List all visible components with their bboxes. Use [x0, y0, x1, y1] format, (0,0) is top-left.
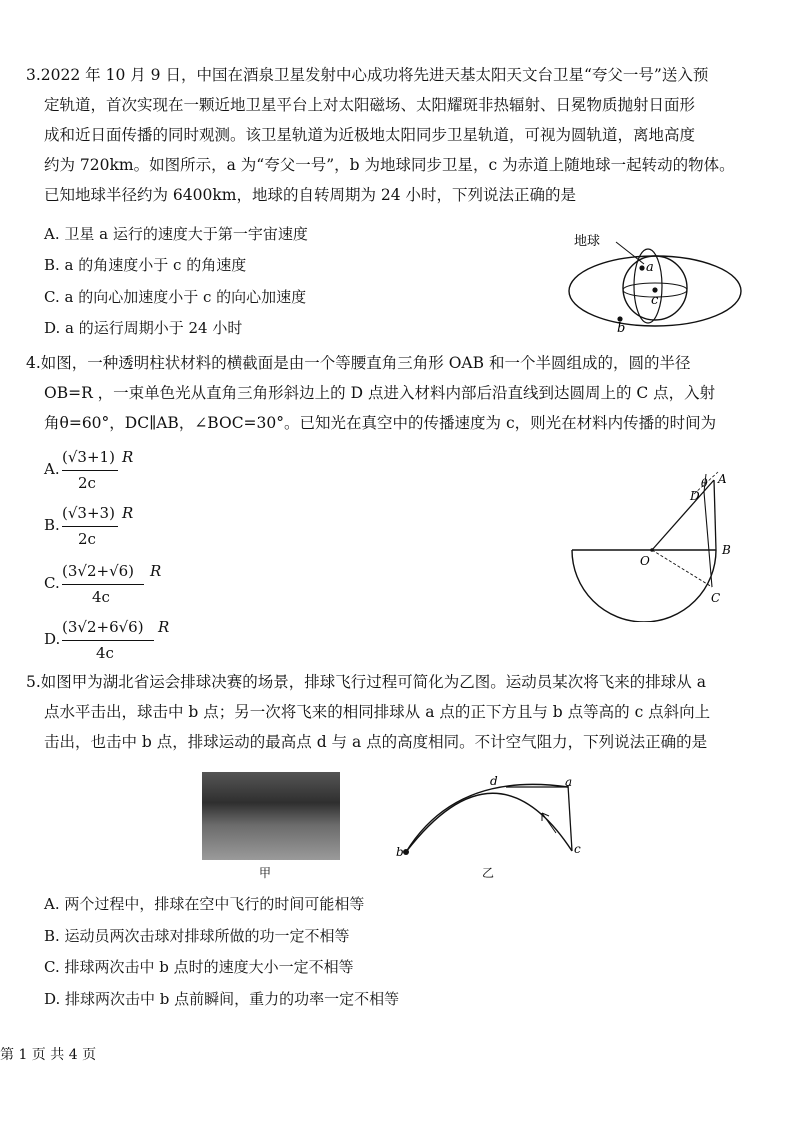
point-o-dot [650, 548, 654, 552]
vertical-line-ac [568, 785, 572, 851]
option-a[interactable]: A. 两个过程中，排球在空中飞行的时间可能相等 [44, 895, 365, 913]
question-3 [26, 60, 766, 210]
point-b-dot [403, 849, 409, 855]
question-stem: 2022 年 10 月 9 日，中国在酒泉卫星发射中心成功将先进天基太阳天文台卫星“夸父一号”送入预 [40, 66, 709, 84]
question-number: 3. [26, 66, 41, 84]
question-stem: 定轨道，首次实现在一颗近地卫星平台上对太阳磁场、太阳耀斑非热辐射、日冕物质抛射日面形 [44, 96, 696, 114]
option-c[interactable]: C. a 的向心加速度小于 c 的向心加速度 [44, 288, 307, 306]
label-c: c [651, 293, 659, 308]
light-ray-dc [704, 492, 712, 587]
question-stem: 已知地球半径约为 6400km，地球的自转周期为 24 小时，下列说法正确的是 [44, 186, 577, 204]
label-o: O [640, 554, 650, 568]
question-5 [26, 667, 766, 757]
trajectory-c-to-b [406, 793, 572, 852]
option-c[interactable]: C. 排球两次击中 b 点时的速度大小一定不相等 [44, 958, 354, 976]
label-b: B [722, 543, 731, 557]
question-stem: 如图，一种透明柱状材料的横截面是由一个等腰直角三角形 OAB 和一个半圆组成的，圆的半径 [40, 354, 691, 372]
question-stem: 成和近日面传播的同时观测。该卫星轨道为近极地太阳同步卫星轨道，可视为圆轨道，离地高度 [44, 126, 696, 144]
option-a[interactable]: A. 卫星 a 运行的速度大于第一宇宙速度 [44, 225, 308, 243]
question-stem: 击出，也击中 b 点，排球运动的最高点 d 与 a 点的高度相同。不计空气阻力，下列说法正确的是 [44, 733, 708, 751]
question-stem: 角θ=60°，DC∥AB，∠BOC=30°。已知光在真空中的传播速度为 c，则光在材料内传播的时间为 [44, 414, 717, 432]
label-c: c [574, 842, 581, 856]
label-b: b [396, 845, 404, 857]
question-stem: 点水平击出，球击中 b 点；另一次将飞来的相同排球从 a 点的正下方且与 b 点等高的 c 点斜向上 [44, 703, 711, 721]
question-stem: 约为 720km。如图所示，a 为“夸父一号”，b 为地球同步卫星，c 为赤道上随地球一起转动的物体。 [44, 156, 735, 174]
option-b[interactable]: B. 运动员两次击球对排球所做的功一定不相等 [44, 927, 350, 945]
page-number: 第 1 页 共 4 页 [0, 1047, 97, 1063]
object-c-dot [652, 287, 657, 292]
earth-label-pointer [616, 242, 644, 264]
earth-label: 地球 [574, 234, 601, 249]
volleyball-photo [202, 772, 340, 860]
label-b: b [617, 321, 626, 333]
label-d: d [490, 775, 498, 788]
question-stem: 如图甲为湖北省运会排球决赛的场景，排球飞行过程可简化为乙图。运动员某次将飞来的排球从 a [40, 673, 706, 691]
hypotenuse-oa [652, 480, 714, 550]
option-d[interactable]: D. 排球两次击中 b 点前瞬间，重力的功率一定不相等 [44, 990, 400, 1008]
label-d: D [690, 489, 700, 503]
option-d[interactable]: D. a 的运行周期小于 24 小时 [44, 319, 243, 337]
question-number: 5. [26, 673, 41, 691]
question-number: 4. [26, 354, 41, 372]
radius-oc [652, 550, 712, 587]
question-stem: OB=R ，一束单色光从直角三角形斜边上的 D 点进入材料内部后沿直线到达圆周上的 C 点，入射 [44, 384, 716, 402]
question-4 [26, 348, 766, 438]
trajectory-a-to-b [406, 784, 568, 852]
satellite-a-dot [639, 265, 644, 270]
diagram-caption: 乙 [482, 866, 495, 880]
label-a: A [718, 472, 727, 486]
photo-caption: 甲 [259, 866, 272, 880]
side-ab [714, 480, 716, 550]
orbit-figure [560, 228, 750, 333]
label-a: a [646, 260, 654, 275]
trajectory-figure [396, 775, 586, 857]
option-b[interactable]: B. a 的角速度小于 c 的角速度 [44, 256, 247, 274]
label-a: a [565, 775, 573, 789]
label-c: C [711, 591, 721, 605]
label-theta: θ [701, 477, 708, 490]
optics-figure [568, 470, 758, 622]
